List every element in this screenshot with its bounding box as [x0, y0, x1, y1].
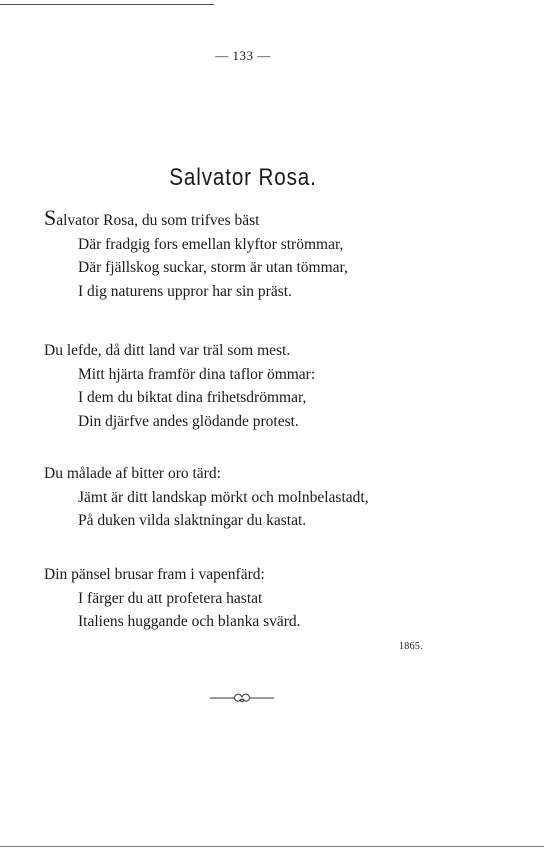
poem-line-text: alvator Rosa, du som trifves bäst	[56, 212, 260, 229]
stanza-3	[44, 462, 464, 533]
poem-line: Mitt hjärta framför dina taflor ömmar:	[78, 365, 316, 383]
poem-line	[44, 205, 464, 233]
poem-year: 1865.	[399, 641, 423, 652]
poem-line: Du målade af bitter oro tärd:	[44, 465, 221, 482]
poem-line: På duken vilda slaktningar du kastat.	[78, 512, 307, 529]
poem-line: Där fjällskog suckar, storm är utan tömmar,	[78, 259, 348, 276]
stanza-4	[44, 563, 464, 634]
top-rule	[0, 4, 214, 5]
poem-line: Din djärfve andes glödande protest.	[78, 412, 299, 430]
poem-line: Italiens huggande och blanka svärd.	[78, 613, 301, 630]
poem-line: I dig naturens uppror har sin präst.	[78, 282, 292, 300]
poem-line: Där fradgig fors emellan klyftor strömmar,	[78, 235, 344, 253]
poem-line: Din pänsel brusar fram i vapenfärd:	[44, 566, 265, 583]
poem-line: I färger du att profetera hastat	[78, 589, 263, 607]
poem-line: I dem du biktat dina frihetsdrömmar,	[78, 389, 307, 406]
bottom-rule	[0, 846, 544, 847]
poem-title: Salvator Rosa.	[169, 164, 317, 191]
stanza-1	[44, 205, 464, 303]
drop-cap: S	[44, 205, 57, 230]
fleuron-ornament-icon	[210, 690, 274, 706]
page-number: — 133 —	[215, 48, 271, 63]
poem-line: Jämt är ditt landskap mörkt och molnbelastadt,	[78, 488, 369, 506]
stanza-2	[44, 339, 464, 433]
poem-line: Du lefde, då ditt land var träl som mest.	[44, 342, 291, 359]
